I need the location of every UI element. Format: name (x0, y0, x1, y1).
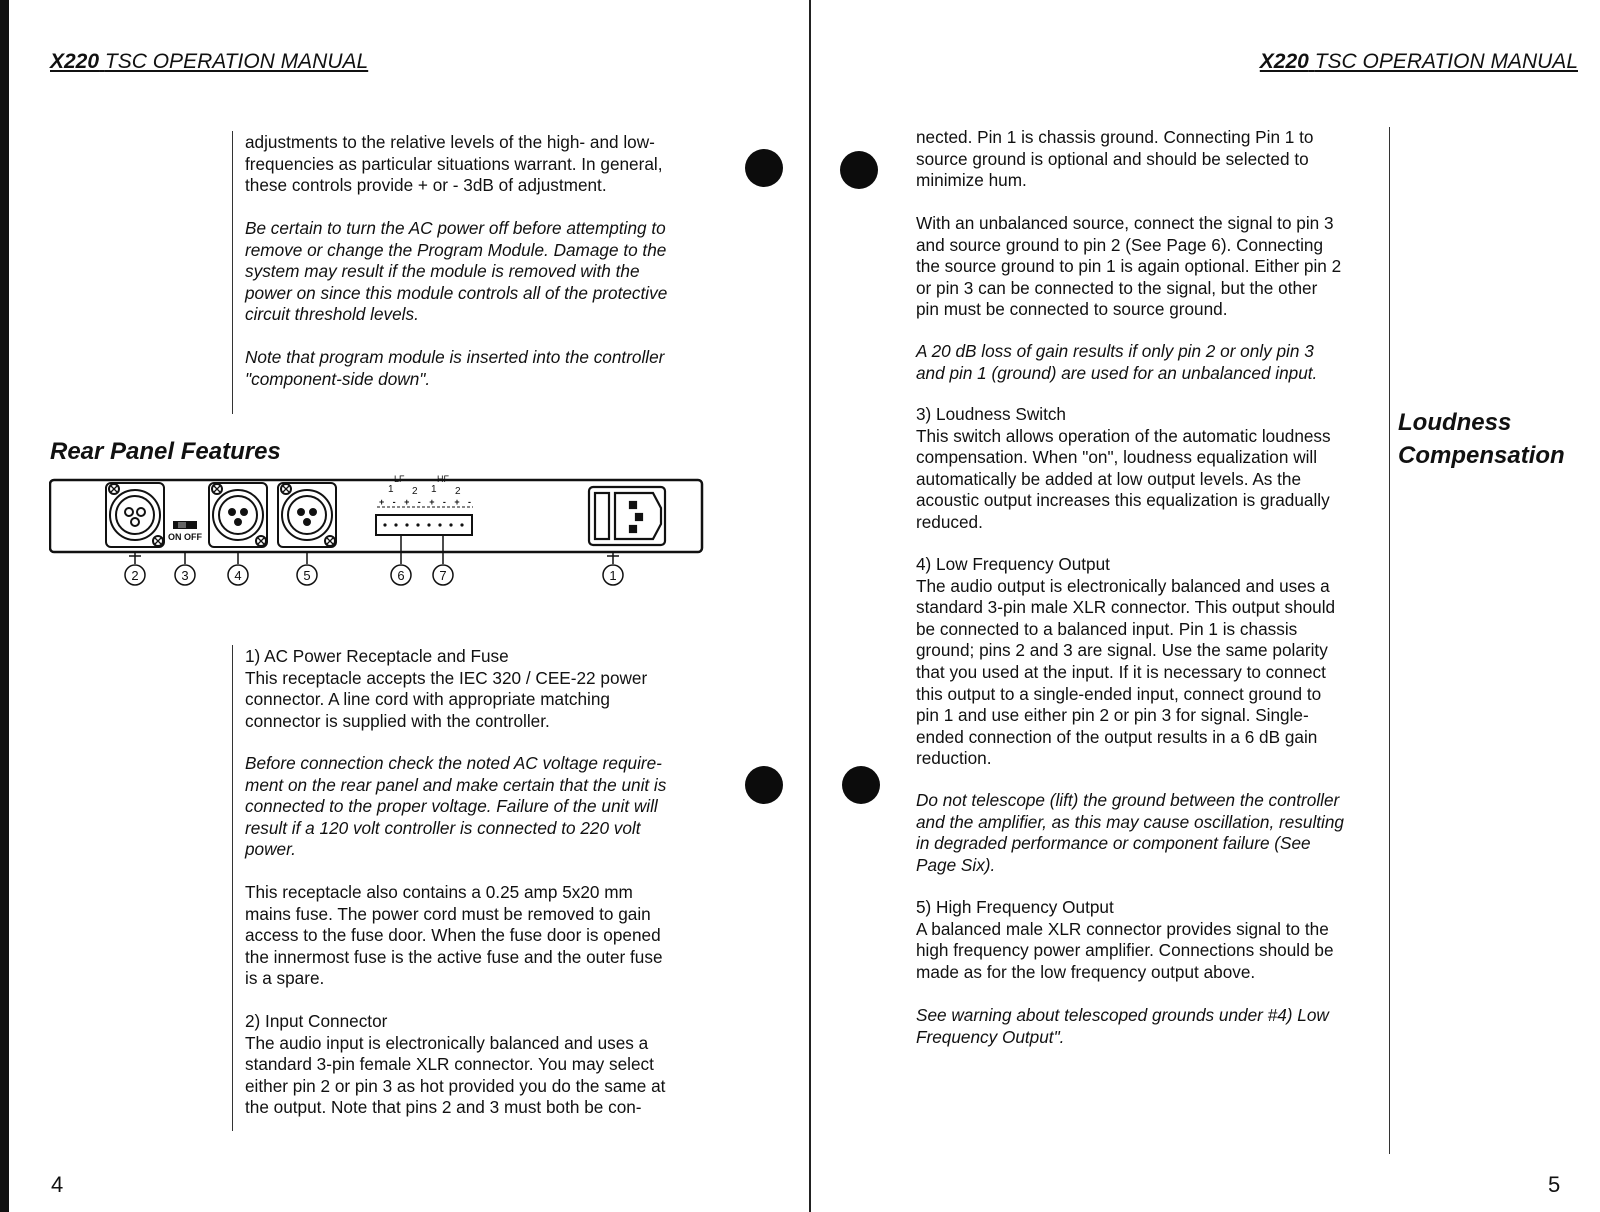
right-page-number: 5 (1548, 1172, 1561, 1197)
svg-text:7: 7 (439, 568, 447, 583)
right-page-header (1260, 50, 1578, 74)
left-header-title: TSC OPERATION MANUAL (104, 50, 369, 73)
item-1-ac-power: 1) AC Power Receptacle and Fuse This receptacle accepts the IEC 320 / CEE-22 power connector. A line cord with appropriate matching connector is supplied with the controller. (245, 646, 648, 731)
right-header-title: TSC OPERATION MANUAL (1314, 50, 1578, 73)
svg-text:1: 1 (388, 484, 394, 495)
punch-hole (842, 766, 880, 804)
punch-hole (745, 149, 783, 187)
left-page-number: 4 (51, 1172, 64, 1197)
callout-7 (433, 565, 453, 585)
left-header-model: X220 (50, 50, 100, 73)
left-page-header (50, 50, 368, 74)
item-3-loudness-switch: 3) Loudness Switch This switch allows operation of the automatic loudness compensation. When "on", loudness equalization will automatically be added at low output levels. As the acoustic output increases this equalization is gradually reduced. (916, 404, 1331, 532)
punch-hole (840, 151, 878, 189)
left-margin-rule-top (232, 131, 233, 414)
svg-text:4: 4 (234, 568, 242, 583)
punch-hole (745, 766, 783, 804)
see-warning-note: See warning about telescoped grounds under #4) Low Frequency Output". (916, 1005, 1329, 1047)
item-4-low-frequency-output: 4) Low Frequency Output The audio output is electronically balanced and uses a standard 3-pin male XLR connector. This output should be connected to a balanced input. Pin 1 is chassis ground; pins 2 and 3 are signal. Use the same polarity that you used at the input. If it is necessary to connect this output to a single-ended input, connect ground to pin 1 and use either pin 2 or pin 3 for signal. Single- ended connection of the output results in a 6 dB gain reduction. (916, 554, 1336, 769)
right-margin-rule (1389, 127, 1390, 1154)
hf-label: HF (437, 474, 449, 484)
program-module-caution: Be certain to turn the AC power off before attempting to remove or change the Program Module. Damage to the system may result if the module is removed with the power on since this module controls all of the protective circuit threshold levels. (245, 218, 668, 325)
callout-3 (175, 565, 195, 585)
switch-label: ON OFF (168, 532, 202, 542)
right-header-model: X220 (1259, 50, 1309, 73)
unbalanced-source-paragraph: With an unbalanced source, connect the signal to pin 3 and source ground to pin 2 (See Page 6). Connecting the source ground to pin 1 is again optional. Either pin 2 or pin 3 can be connected to the signal, but the other pin must be connected to source ground. (916, 213, 1342, 320)
rear-panel-diagram (49, 470, 705, 610)
svg-text:2: 2 (131, 568, 139, 583)
item-5-high-frequency-output: 5) High Frequency Output A balanced male XLR connector provides signal to the high frequency power amplifier. Connections should be made as for the low frequency output above. (916, 897, 1334, 982)
svg-text:1: 1 (609, 568, 617, 583)
svg-text:6: 6 (397, 568, 405, 583)
callout-4 (228, 565, 248, 585)
telescope-ground-warning: Do not telescope (lift) the ground between the controller and the amplifier, as this may cause oscillation, resulting in degraded performance or component failure (See Page Six). (916, 790, 1344, 875)
callout-5 (297, 565, 317, 585)
pin-continuation-paragraph: nected. Pin 1 is chassis ground. Connecting Pin 1 to source ground is optional and should be selected to minimize hum. (916, 127, 1314, 191)
binding-edge (0, 0, 9, 1212)
component-side-note: Note that program module is inserted into the controller "component-side down". (245, 347, 665, 389)
callout-2 (125, 565, 145, 585)
voltage-warning: Before connection check the noted AC voltage require- ment on the rear panel and make certain that the unit is connected to the proper voltage. Failure of the unit will result if a 120 volt controller is connected to 220 volt power. (245, 753, 667, 860)
svg-text:5: 5 (303, 568, 311, 583)
gain-loss-note: A 20 dB loss of gain results if only pin 2 or only pin 3 and pin 1 (ground) are used for an unbalanced input. (916, 341, 1318, 383)
terminal-polarity: + - + - + - + - (379, 497, 471, 507)
svg-text:2: 2 (455, 486, 461, 497)
svg-text:3: 3 (181, 568, 189, 583)
svg-text:2: 2 (412, 486, 418, 497)
loudness-compensation-heading: Loudness Compensation (1398, 409, 1565, 469)
callout-1 (603, 565, 623, 585)
rear-panel-heading: Rear Panel Features (50, 438, 281, 465)
page-gutter-line (809, 0, 811, 1212)
intro-paragraph: adjustments to the relative levels of the high- and low- frequencies as particular situations warrant. In general, these controls provide + or - 3dB of adjustment. (245, 132, 663, 196)
callout-6 (391, 565, 411, 585)
left-margin-rule-bottom (232, 645, 233, 1131)
lf-label: LF (394, 474, 405, 484)
svg-text:1: 1 (431, 484, 437, 495)
item-2-input-connector: 2) Input Connector The audio input is electronically balanced and uses a standard 3-pin female XLR connector. You may select either pin 2 or pin 3 as hot provided you do the same at the output. Note that pins 2 and 3 must both be con- (245, 1011, 666, 1118)
fuse-paragraph: This receptacle also contains a 0.25 amp 5x20 mm mains fuse. The power cord must be removed to gain access to the fuse door. When the fuse door is opened the innermost fuse is the active fuse and the outer fuse is a spare. (245, 882, 663, 989)
